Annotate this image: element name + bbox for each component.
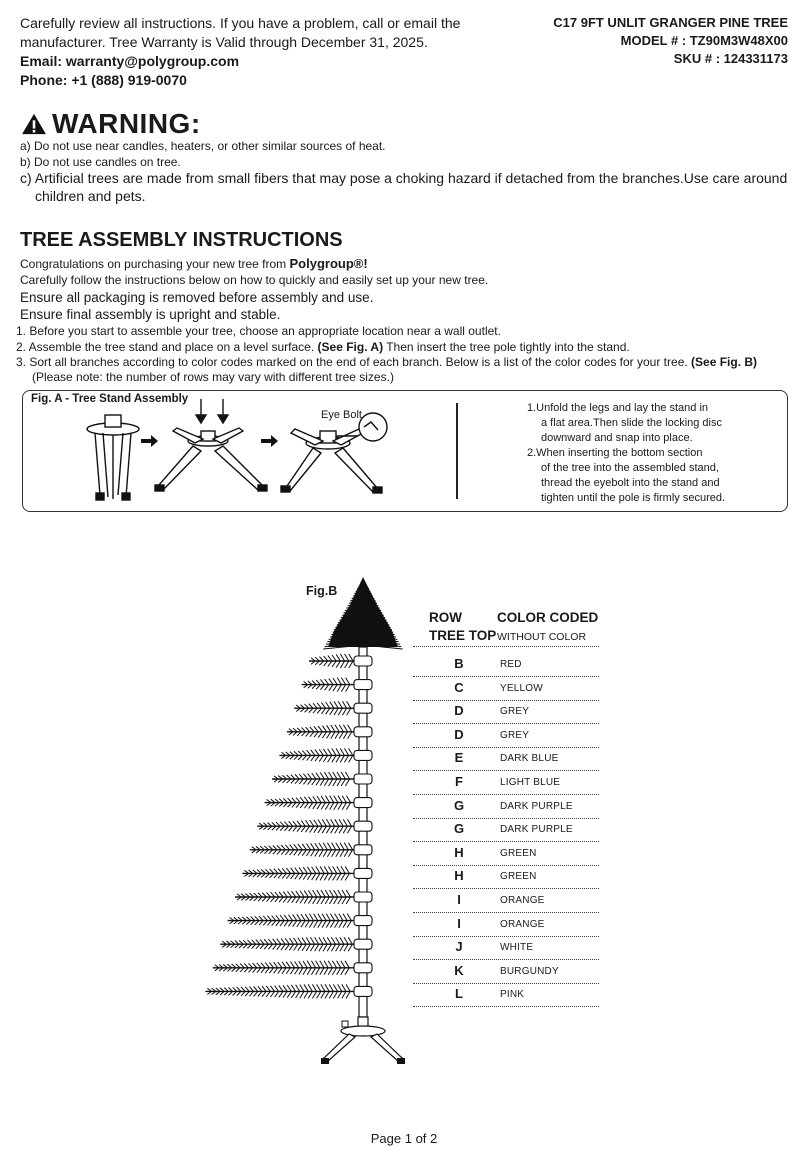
row-color: DARK PURPLE	[500, 800, 573, 812]
step-3-text: 3. Sort all branches according to color codes marked on the end of each branch. Below is a list of the color codes for your tree.	[16, 355, 688, 369]
step-3-note: (Please note: the number of rows may vary with different tree sizes.)	[32, 370, 394, 384]
color-code-row	[413, 937, 599, 960]
warning-c: c) Artificial trees are made from small fibers that may pose a choking hazard if detached from the branches.Use care around	[20, 170, 788, 186]
color-code-row	[413, 843, 599, 866]
color-code-row	[413, 819, 599, 842]
row-letter: I	[457, 892, 461, 907]
row-color: GREEN	[500, 871, 537, 883]
upright-text: Ensure final assembly is upright and stable.	[20, 307, 281, 322]
row-letter: G	[453, 797, 465, 813]
row-color: YELLOW	[500, 682, 543, 694]
brand-name: Polygroup®!	[289, 256, 368, 271]
row-color: RED	[500, 659, 522, 670]
eye-bolt-label: Eye Bolt	[321, 409, 362, 421]
warning-c-cont: children and pets.	[35, 188, 146, 204]
product-info	[553, 14, 788, 68]
model-number: MODEL # : TZ90M3W48X00	[620, 33, 788, 48]
row-letter: D	[454, 726, 464, 742]
stand-assembly-illustration	[23, 391, 453, 511]
step-2	[16, 339, 630, 355]
warranty-email: Email: warranty@polygroup.com	[20, 53, 240, 69]
assembly-title: TREE ASSEMBLY INSTRUCTIONS	[20, 229, 343, 251]
row-color: GREEN	[500, 847, 537, 859]
fig-a-step-2-line-1: 2.When inserting the bottom section	[527, 447, 703, 459]
row-color: ORANGE	[500, 918, 545, 930]
table-divider	[413, 646, 599, 647]
folded-stand-drawing	[87, 415, 139, 500]
tree-drawing	[205, 577, 405, 1064]
color-code-row	[413, 796, 599, 819]
color-code-row	[413, 701, 599, 724]
color-code-row	[413, 748, 599, 771]
fig-a-step-1-line-1: 1.Unfold the legs and lay the stand in	[527, 402, 709, 414]
congrats-line	[20, 256, 368, 272]
color-code-row	[413, 914, 599, 937]
arrow-right-icon	[261, 435, 278, 447]
fig-a-step-2-line-4: tighten until the pole is firmly secured.	[541, 492, 726, 504]
fig-a-divider	[456, 403, 458, 499]
row-letter: H	[454, 868, 464, 884]
row-color: DARK BLUE	[500, 753, 559, 765]
row-color: ORANGE	[500, 895, 545, 906]
arrow-right-icon	[141, 435, 158, 447]
packaging-text: Ensure all packaging is removed before assembly and use.	[20, 290, 374, 305]
row-letter: J	[455, 939, 463, 955]
fig-a-step-1-line-3: downward and snap into place.	[541, 432, 693, 444]
header-intro: Carefully review all instructions. If you have a problem, call or email the manufacturer. Tree Warranty is Valid through December 31, 2025.	[20, 15, 461, 50]
fig-b-label: Fig.B	[306, 584, 338, 598]
warning-title: WARNING:	[52, 108, 201, 139]
step-3	[16, 354, 757, 370]
warning-heading	[20, 108, 201, 140]
row-color: GREY	[500, 706, 530, 718]
row-letter: E	[454, 750, 464, 766]
step-2-text: 2. Assemble the tree stand and place on a level surface.	[16, 340, 315, 354]
sku-number: SKU # : 124331173	[673, 51, 788, 66]
warning-b: b) Do not use candles on tree.	[20, 155, 181, 169]
row-color: GREY	[500, 729, 530, 741]
warning-icon	[20, 113, 48, 135]
color-code-row	[413, 866, 599, 889]
color-header: COLOR CODED	[497, 610, 599, 625]
row-color: DARK PURPLE	[500, 824, 573, 836]
row-letter: F	[455, 774, 463, 789]
congrats-text: Congratulations on purchasing your new tree from	[20, 257, 287, 271]
row-letter: L	[455, 986, 463, 1002]
color-code-row	[413, 725, 599, 748]
color-code-row	[413, 961, 599, 984]
color-code-row	[413, 654, 599, 677]
row-letter: I	[457, 915, 461, 931]
tree-top-label: TREE TOP	[429, 628, 497, 643]
row-letter: K	[454, 962, 464, 978]
row-letter: B	[454, 656, 464, 671]
row-header: ROW	[429, 610, 462, 625]
row-letter: G	[453, 821, 465, 837]
fig-a-steps	[527, 401, 767, 506]
follow-text: Carefully follow the instructions below on how to quickly and easily set up your new tree.	[20, 273, 489, 287]
header-intro-block	[20, 14, 470, 90]
warning-a: a) Do not use near candles, heaters, or other similar sources of heat.	[20, 139, 386, 153]
tree-diagram	[200, 575, 415, 1065]
row-color: WHITE	[500, 942, 534, 954]
row-color: LIGHT BLUE	[500, 777, 561, 788]
row-letter: D	[454, 703, 464, 719]
fig-a-title: Fig. A - Tree Stand Assembly	[31, 393, 189, 405]
step-2-text-b: Then insert the tree pole tightly into the stand.	[386, 340, 630, 354]
row-color: BURGUNDY	[500, 965, 559, 977]
row-color: PINK	[500, 989, 525, 1001]
step-2-ref: (See Fig. A)	[317, 340, 384, 354]
color-code-row	[413, 984, 599, 1007]
fig-a-step-2-line-2: of the tree into the assembled stand,	[541, 462, 719, 474]
open-stand-drawing	[155, 399, 267, 491]
tree-top-color: WITHOUT COLOR	[497, 631, 587, 643]
step-1: 1. Before you start to assemble your tree, choose an appropriate location near a wall outlet.	[16, 324, 501, 338]
fig-a-step-2-line-3: thread the eyebolt into the stand and	[541, 477, 720, 489]
stand-with-eyebolt-drawing	[281, 413, 387, 493]
row-letter: H	[454, 844, 464, 860]
color-code-row	[413, 772, 599, 795]
color-code-row	[413, 890, 599, 913]
row-letter: C	[454, 679, 464, 695]
fig-a-box	[22, 390, 788, 512]
page-number: Page 1 of 2	[370, 1131, 438, 1146]
step-3-ref: (See Fig. B)	[691, 355, 758, 369]
color-code-row	[413, 678, 599, 701]
fig-a-step-1-line-2: a flat area.Then slide the locking disc	[541, 417, 722, 429]
product-name: C17 9FT UNLIT GRANGER PINE TREE	[553, 15, 788, 30]
warranty-phone: Phone: +1 (888) 919-0070	[20, 72, 187, 88]
